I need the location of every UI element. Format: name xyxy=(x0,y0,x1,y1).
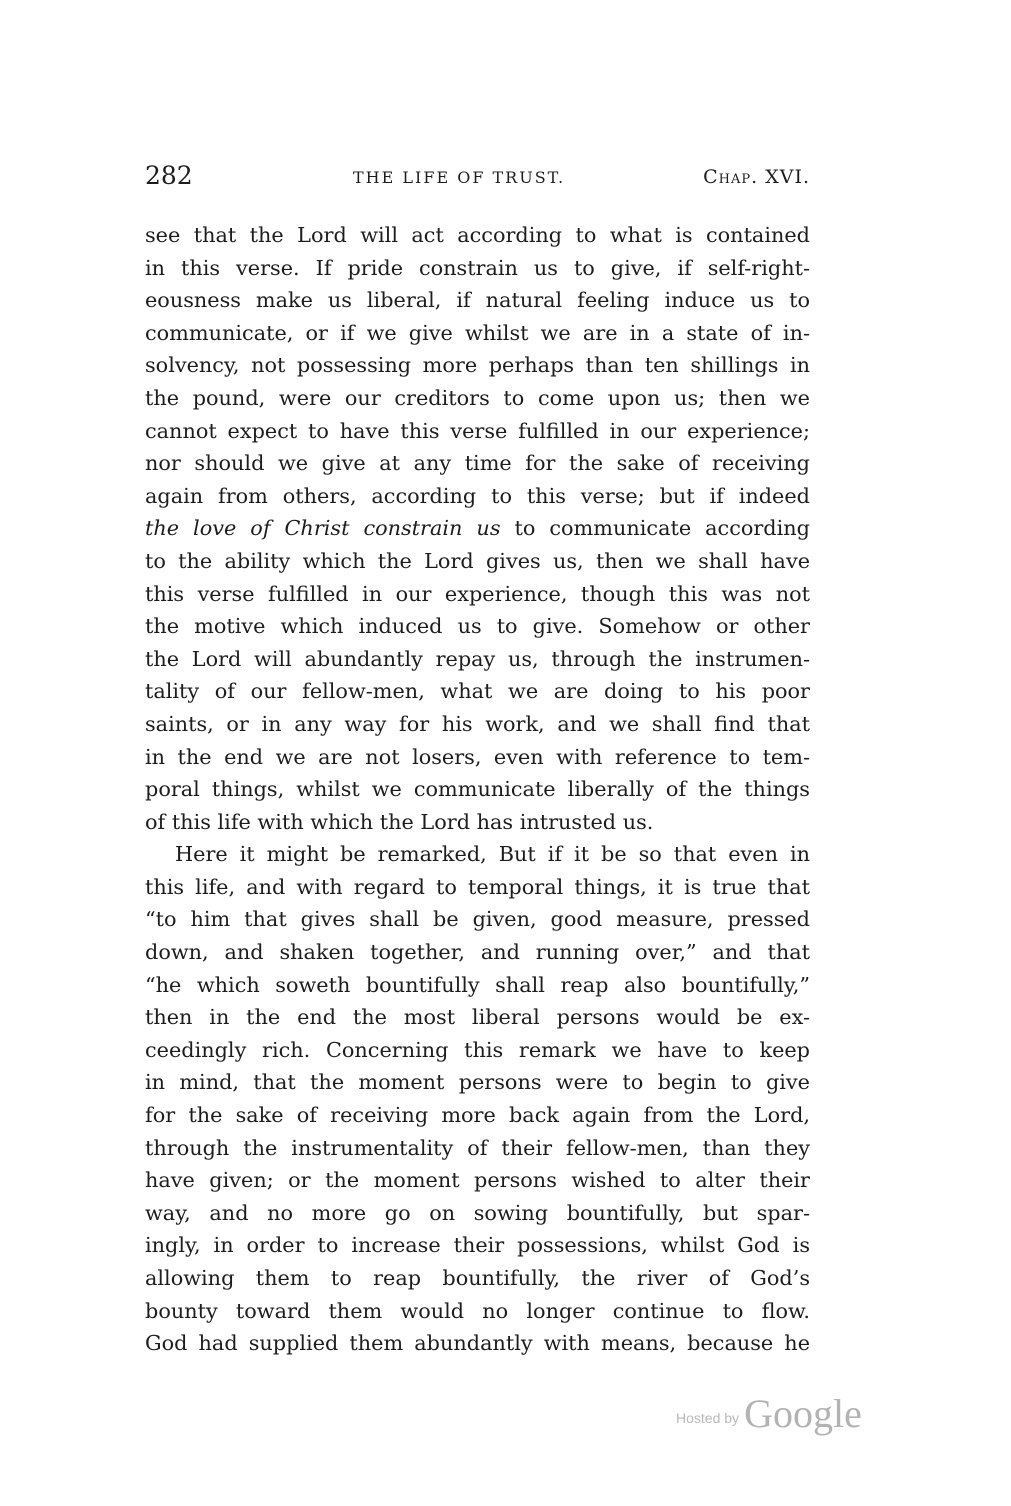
text-line: through the instrumentality of their fellow-men, than they xyxy=(145,1135,810,1160)
paragraph xyxy=(145,219,810,838)
text-line: the pound, were our creditors to come upon us; then we xyxy=(145,385,810,410)
text-line: ceedingly rich. Concerning this remark we have to keep xyxy=(145,1037,810,1062)
text-line: solvency, not possessing more perhaps than ten shillings in xyxy=(145,353,810,378)
text-line: ingly, in order to increase their possessions, whilst God is xyxy=(145,1233,810,1258)
text-line: eousness make us liberal, if natural feeling induce us to xyxy=(145,288,810,313)
text-line: saints, or in any way for his work, and we shall find that xyxy=(145,711,810,736)
page-number: 282 xyxy=(145,161,193,190)
running-title: THE LIFE OF TRUST. xyxy=(353,168,566,187)
text-line-rest: to communicate according xyxy=(500,516,810,541)
text-line-with-emphasis xyxy=(145,512,810,545)
text-line: in mind, that the moment persons were to begin to give xyxy=(145,1070,810,1095)
text-line: to the ability which the Lord gives us, then we shall have xyxy=(145,548,810,573)
text-line: “he which soweth bountifully shall reap also bountifully,” xyxy=(145,972,810,997)
text-line: nor should we give at any time for the sake of receiving xyxy=(145,451,810,476)
text-line: the Lord will abundantly repay us, through the instrumen- xyxy=(145,646,810,671)
text-line: allowing them to reap bountifully, the river of God’s xyxy=(145,1266,810,1290)
chapter-label: Chap. XVI. xyxy=(703,166,810,188)
text-line: way, and no more go on sowing bountifully, but spar- xyxy=(145,1200,810,1225)
text-line: “to him that gives shall be given, good measure, pressed xyxy=(145,907,810,932)
text-line: Here it might be remarked, But if it be so that even in xyxy=(175,842,810,867)
text-line: in the end we are not losers, even with reference to tem- xyxy=(145,744,810,769)
paragraph xyxy=(145,838,810,1360)
text-line: poral things, whilst we communicate liberally of the things xyxy=(145,777,810,802)
text-line: God had supplied them abundantly with means, because he xyxy=(145,1331,810,1356)
text-line: see that the Lord will act according to what is contained xyxy=(145,223,810,247)
text-line: this life, and with regard to temporal things, it is true that xyxy=(145,874,810,899)
text-line: for the sake of receiving more back again from the Lord, xyxy=(145,1103,810,1128)
text-line: in this verse. If pride constrain us to give, if self-right- xyxy=(145,255,810,280)
text-line: the motive which induced us to give. Somehow or other xyxy=(145,614,810,639)
text-line: cannot expect to have this verse fulfilled in our experience; xyxy=(145,418,810,443)
text-line: bounty toward them would no longer continue to flow. xyxy=(145,1298,810,1323)
hosted-by-google-watermark xyxy=(676,1390,862,1440)
text-line: this verse fulfilled in our experience, though this was not xyxy=(145,581,810,606)
text-line: have given; or the moment persons wished to alter their xyxy=(145,1168,810,1193)
text-line: down, and shaken together, and running over,” and that xyxy=(145,940,810,965)
body-text xyxy=(145,219,810,1360)
italic-phrase: the love of Christ constrain us xyxy=(145,516,501,541)
text-line: of this life with which the Lord has intrusted us. xyxy=(145,809,654,834)
running-header xyxy=(145,160,810,196)
text-line: then in the end the most liberal persons would be ex- xyxy=(145,1005,810,1030)
google-logo: Google xyxy=(744,1391,862,1436)
watermark-prefix: Hosted by xyxy=(676,1410,740,1426)
text-line: communicate, or if we give whilst we are in a state of in- xyxy=(145,320,810,345)
text-line: again from others, according to this verse; but if indeed xyxy=(145,483,810,508)
text-line: tality of our fellow-men, what we are doing to his poor xyxy=(145,679,810,704)
